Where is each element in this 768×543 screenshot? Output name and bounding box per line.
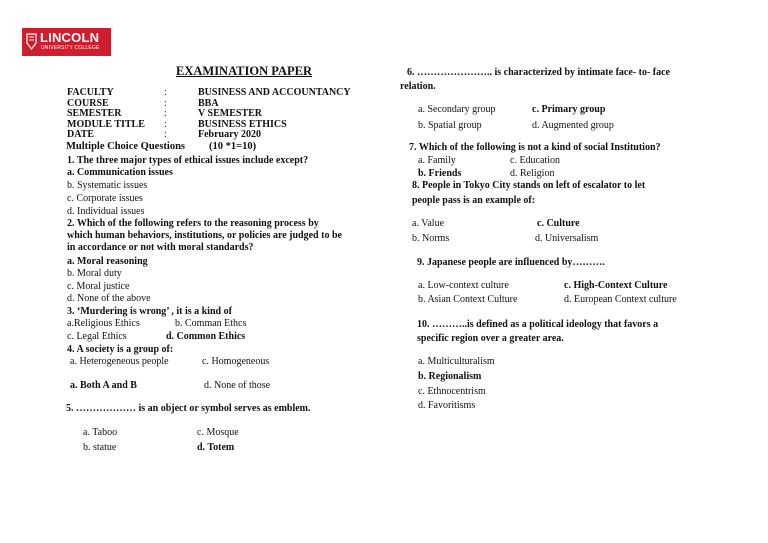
q5-option-d: d. Totem — [197, 442, 235, 453]
q2-option-b: b. Moral duty — [67, 268, 122, 279]
shield-emblem-icon — [26, 33, 37, 50]
q8-option-d: d. Universalism — [535, 233, 599, 244]
q3-option-c: c. Legal Ethics — [67, 331, 127, 342]
q8-option-b: b. Norms — [412, 233, 450, 244]
q9-option-d: d. European Context culture — [564, 294, 677, 305]
q3-option-d: d. Common Ethics — [166, 331, 246, 342]
q7-option-a: a. Family — [418, 155, 456, 166]
q2-option-c: c. Moral justice — [67, 281, 130, 292]
q7-option-b: b. Friends — [418, 168, 462, 179]
q6-option-c: c. Primary group — [532, 104, 606, 115]
q3-option-b: b. Comman Ethcs — [175, 318, 247, 329]
question-6-line-2: relation. — [400, 81, 436, 92]
logo-subtitle: UNIVERSITY COLLEGE — [41, 45, 100, 51]
faculty-sep: : — [164, 87, 167, 98]
q9-option-a: a. Low-context culture — [418, 280, 509, 291]
q5-option-c: c. Mosque — [197, 427, 239, 438]
faculty-label: FACULTY — [67, 87, 114, 98]
q4-option-c: c. Homogeneous — [202, 356, 270, 367]
lincoln-logo — [22, 28, 111, 56]
q6-option-b: b. Spatial group — [418, 120, 482, 131]
module-title-sep: : — [164, 119, 167, 130]
course-value: BBA — [198, 98, 219, 109]
page-title: EXAMINATION PAPER — [176, 64, 312, 78]
question-8-line-2: people pass is an example of: — [412, 195, 536, 206]
question-4: 4. A society is a group of: — [67, 344, 174, 355]
module-title-value: BUSINESS ETHICS — [198, 119, 287, 130]
q4-option-d: d. None of those — [204, 380, 271, 391]
question-9: 9. Japanese people are influenced by………. — [417, 257, 605, 268]
module-title-label: MODULE TITLE — [67, 119, 145, 130]
logo-name: LINCOLN — [40, 30, 100, 45]
q1-option-b: b. Systematic issues — [67, 180, 148, 191]
q2-option-d: d. None of the above — [67, 293, 151, 304]
question-10-line-1: 10. ………..is defined as a political ideology that favors a — [417, 319, 659, 330]
semester-value: V SEMESTER — [198, 108, 263, 119]
section-label: Multiple Choice Questions — [66, 141, 186, 152]
q1-option-c: c. Corporate issues — [67, 193, 143, 204]
q8-option-a: a. Value — [412, 218, 445, 229]
q9-option-b: b. Asian Context Culture — [418, 294, 518, 305]
semester-sep: : — [164, 108, 167, 119]
q10-option-a: a. Multiculturalism — [418, 356, 495, 367]
q4-option-a: a. Heterogeneous people — [70, 356, 169, 367]
question-5: 5. ……………… is an object or symbol serves as emblem. — [66, 403, 311, 414]
faculty-value: BUSINESS AND ACCOUNTANCY — [198, 87, 351, 98]
question-3: 3. ‘Murdering is wrong’ , it is a kind of — [67, 306, 232, 317]
q7-option-d: d. Religion — [510, 168, 555, 179]
q4-option-a2: a. Both A and B — [70, 380, 137, 391]
q9-option-c: c. High-Context Culture — [564, 280, 668, 291]
course-label: COURSE — [67, 98, 109, 109]
date-sep: : — [164, 129, 167, 140]
q10-option-b: b. Regionalism — [418, 371, 482, 382]
section-marks: (10 *1=10) — [209, 141, 257, 152]
question-2-line-1: 2. Which of the following refers to the reasoning process by — [67, 218, 319, 229]
q6-option-d: d. Augmented group — [532, 120, 614, 131]
date-value: February 2020 — [198, 129, 262, 140]
question-2-line-3: in accordance or not with moral standards? — [67, 242, 254, 253]
course-sep: : — [164, 98, 167, 109]
question-7: 7. Which of the following is not a kind of social Institution? — [409, 142, 661, 153]
q8-option-c: c. Culture — [537, 218, 580, 229]
q5-option-b: b. statue — [83, 442, 117, 453]
q1-option-a: a. Communication issues — [67, 167, 173, 178]
question-8-line-1: 8. People in Tokyo City stands on left of escalator to let — [412, 180, 646, 191]
semester-label: SEMESTER — [67, 108, 122, 119]
question-10-line-2: specific region over a greater area. — [417, 333, 564, 344]
q10-option-c: c. Ethnocentrism — [418, 386, 486, 397]
q6-option-a: a. Secondary group — [418, 104, 496, 115]
question-1: 1. The three major types of ethical issues include except? — [67, 155, 309, 166]
q2-option-a: a. Moral reasoning — [67, 256, 148, 267]
q10-option-d: d. Favoritisms — [418, 400, 476, 411]
q3-option-a: a.Religious Ethics — [67, 318, 140, 329]
q5-option-a: a. Taboo — [83, 427, 118, 438]
question-6-line-1: 6. ………………….. is characterized by intimate face- to- face — [407, 67, 670, 78]
q7-option-c: c. Education — [510, 155, 560, 166]
q1-option-d: d. Individual issues — [67, 206, 145, 217]
date-label: DATE — [67, 129, 95, 140]
question-2-line-2: which human behaviors, institutions, or policies are judged to be — [67, 230, 342, 241]
